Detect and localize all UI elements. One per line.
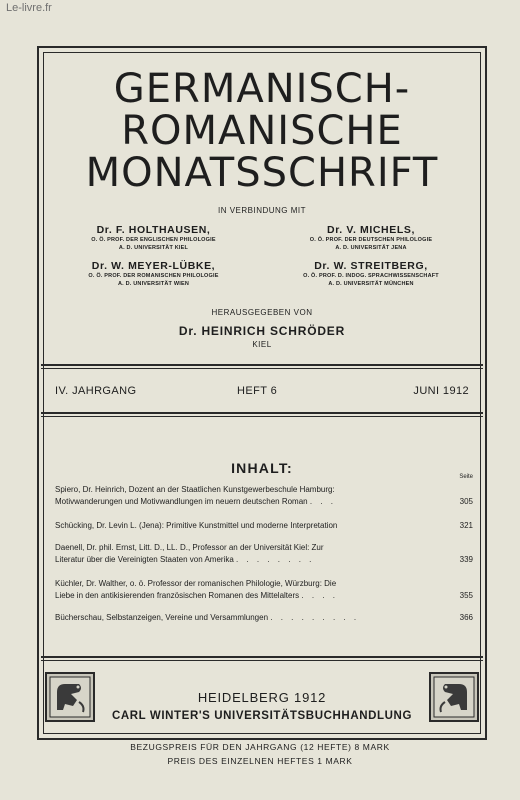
entry-dots: . . . .	[301, 591, 338, 600]
editor-michels	[266, 224, 476, 252]
entry-line-1: Spiero, Dr. Heinrich, Dozent an der Staatlichen Kunstgewerbeschule Hamburg:	[55, 485, 335, 494]
divider-top-issue-thin	[41, 368, 483, 369]
content-entry	[55, 520, 473, 532]
entry-line-2: Liebe in den antikisierenden französischen Romanen des Mittelalters . . . .	[55, 591, 338, 600]
watermark: Le-livre.fr	[6, 2, 52, 14]
issue-date: JUNI 1912	[413, 385, 469, 397]
price-line-1: BEZUGSPREIS FÜR DEN JAHRGANG (12 HEFTE) 8 MARK	[130, 742, 390, 752]
main-editor: Dr. HEINRICH SCHRÖDER	[178, 324, 346, 338]
publisher-name: CARL WINTER'S UNIVERSITÄTSBUCHHANDLUNG	[111, 710, 413, 722]
entry-dots: . . .	[309, 497, 336, 506]
editor-title: O. Ö. PROF. DER ENGLISCHEN PHILOLOGIE	[91, 237, 216, 243]
issue-jahrgang: IV. JAHRGANG	[55, 385, 137, 397]
issue-heft: HEFT 6	[237, 385, 278, 397]
title-line-1: GERMANISCH-	[113, 66, 411, 112]
entry-line-1: Daenell, Dr. phil. Ernst, Litt. D., LL. D., Professor an der Universität Kiel: Zur	[55, 543, 324, 552]
price-line-2: PREIS DES EINZELNEN HEFTES 1 MARK	[167, 756, 353, 766]
cover-content	[41, 50, 483, 736]
divider-publisher	[41, 656, 483, 658]
editor-meyer-luebke	[51, 260, 256, 288]
entry-line-1: Bücherschau, Selbstanzeigen, Vereine und Versammlungen . . . . . . . . .	[55, 613, 360, 622]
divider-top-issue	[41, 364, 483, 366]
editor-name: Dr. F. HOLTHAUSEN,	[96, 224, 211, 236]
entry-page: 321	[459, 521, 473, 530]
divider-bottom-issue-thin	[41, 416, 483, 417]
editor-title: O. Ö. PROF. D. INDOG. SPRACHWISSENSCHAFT	[303, 273, 439, 279]
editor-streitberg	[266, 260, 476, 288]
divider-publisher-thin	[41, 660, 483, 661]
content-entry	[55, 484, 473, 508]
in-verbindung-mit: IN VERBINDUNG MIT	[217, 206, 307, 215]
main-editor-city: KIEL	[252, 340, 272, 349]
entry-dots: . . . . . . . . .	[270, 613, 360, 622]
content-entry	[55, 578, 473, 602]
content-entry	[55, 612, 473, 624]
divider-bottom-issue	[41, 412, 483, 414]
editor-title: O. Ö. PROF. DER DEUTSCHEN PHILOLOGIE	[309, 237, 433, 243]
entry-dots: . . . . . . . .	[236, 555, 315, 564]
issue-row	[55, 385, 469, 401]
editor-university: A. D. UNIVERSITÄT JENA	[335, 245, 407, 251]
entry-line-1: Küchler, Dr. Walther, o. ö. Professor der romanischen Philologie, Würzburg: Die	[55, 579, 337, 588]
editor-title: O. Ö. PROF. DER ROMANISCHEN PHILOLOGIE	[88, 273, 219, 279]
entry-page: 339	[459, 555, 473, 564]
content-entry	[55, 542, 473, 566]
title-line-3: MONATSSCHRIFT	[85, 150, 439, 196]
herausgegeben-von: HERAUSGEGEBEN VON	[211, 308, 313, 317]
editor-name: Dr. W. MEYER-LÜBKE,	[91, 260, 216, 272]
entry-page: 305	[459, 497, 473, 506]
title-line-2: ROMANISCHE	[121, 108, 403, 154]
entry-line-2: Literatur über die Vereinigten Staaten von Amerika . . . . . . . .	[55, 555, 315, 564]
entry-line-1: Schücking, Dr. Levin L. (Jena): Primitive Kunstmittel und moderne Interpretation	[55, 521, 338, 530]
entry-page: 366	[459, 613, 473, 622]
editor-name: Dr. W. STREITBERG,	[314, 260, 428, 272]
seite-label: Seite	[459, 474, 473, 480]
inhalt-title: INHALT:	[231, 460, 293, 476]
entry-page: 355	[459, 591, 473, 600]
publisher-city-year: HEIDELBERG 1912	[197, 690, 327, 705]
editor-name: Dr. V. MICHELS,	[327, 224, 415, 236]
editor-university: A. D. UNIVERSITÄT KIEL	[118, 245, 189, 251]
editor-holthausen	[51, 224, 256, 252]
editor-university: A. D. UNIVERSITÄT WIEN	[117, 281, 189, 287]
entry-line-2: Motivwanderungen und Motivwandlungen im neuern deutschen Roman . . .	[55, 497, 336, 506]
editor-university: A. D. UNIVERSITÄT MÜNCHEN	[328, 281, 414, 287]
